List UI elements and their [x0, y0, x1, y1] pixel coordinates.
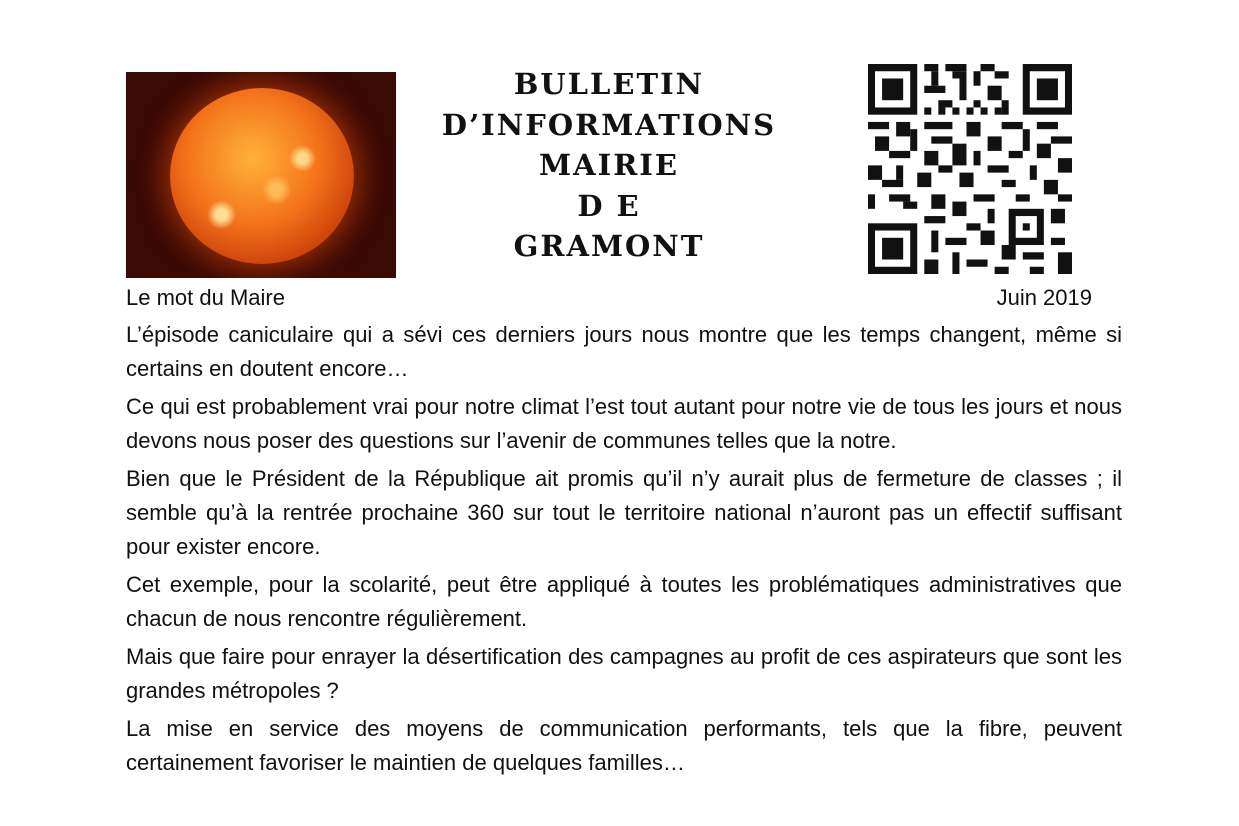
- title-line: D’INFORMATIONS: [441, 107, 777, 142]
- sun-photo: [126, 72, 396, 278]
- paragraph: Bien que le Président de la République ait promis qu’il n’y aurait plus de fermeture de classes ; il semble qu’à la rentrée prochaine 360 sur tout le territoire national n’auront pas un effectif suffisant pour exister encore.: [126, 466, 1122, 559]
- section-label: Le mot du Maire: [126, 285, 285, 310]
- bulletin-title: [420, 64, 798, 267]
- paragraph: Ce qui est probablement vrai pour notre climat l’est tout autant pour notre vie de tous les jours et nous devons nous poser des questions sur l’avenir de communes telles que la notre.: [126, 394, 1122, 453]
- paragraph: L’épisode caniculaire qui a sévi ces derniers jours nous montre que les temps changent, même si certains en doutent encore…: [126, 322, 1122, 381]
- title-line: MAIRIE: [539, 148, 679, 182]
- title-line: BULLETIN: [513, 67, 705, 101]
- paragraph: Cet exemple, pour la scolarité, peut être appliqué à toutes les problématiques administratives que chacun de nous rencontre régulièrement.: [126, 572, 1122, 631]
- sun-disc: [170, 88, 354, 264]
- title-line: D E: [577, 188, 641, 223]
- qr-code: [868, 64, 1072, 274]
- title-line: GRAMONT: [513, 229, 705, 263]
- paragraph: La mise en service des moyens de communication performants, tels que la fibre, peuvent certainement favoriser le maintien de quelques familles…: [126, 716, 1122, 775]
- paragraph: Mais que faire pour enrayer la désertification des campagnes au profit de ces aspirateurs que sont les grandes métropoles ?: [126, 644, 1122, 703]
- date-label: Juin 2019: [996, 285, 1092, 310]
- mayor-message: [126, 318, 1122, 784]
